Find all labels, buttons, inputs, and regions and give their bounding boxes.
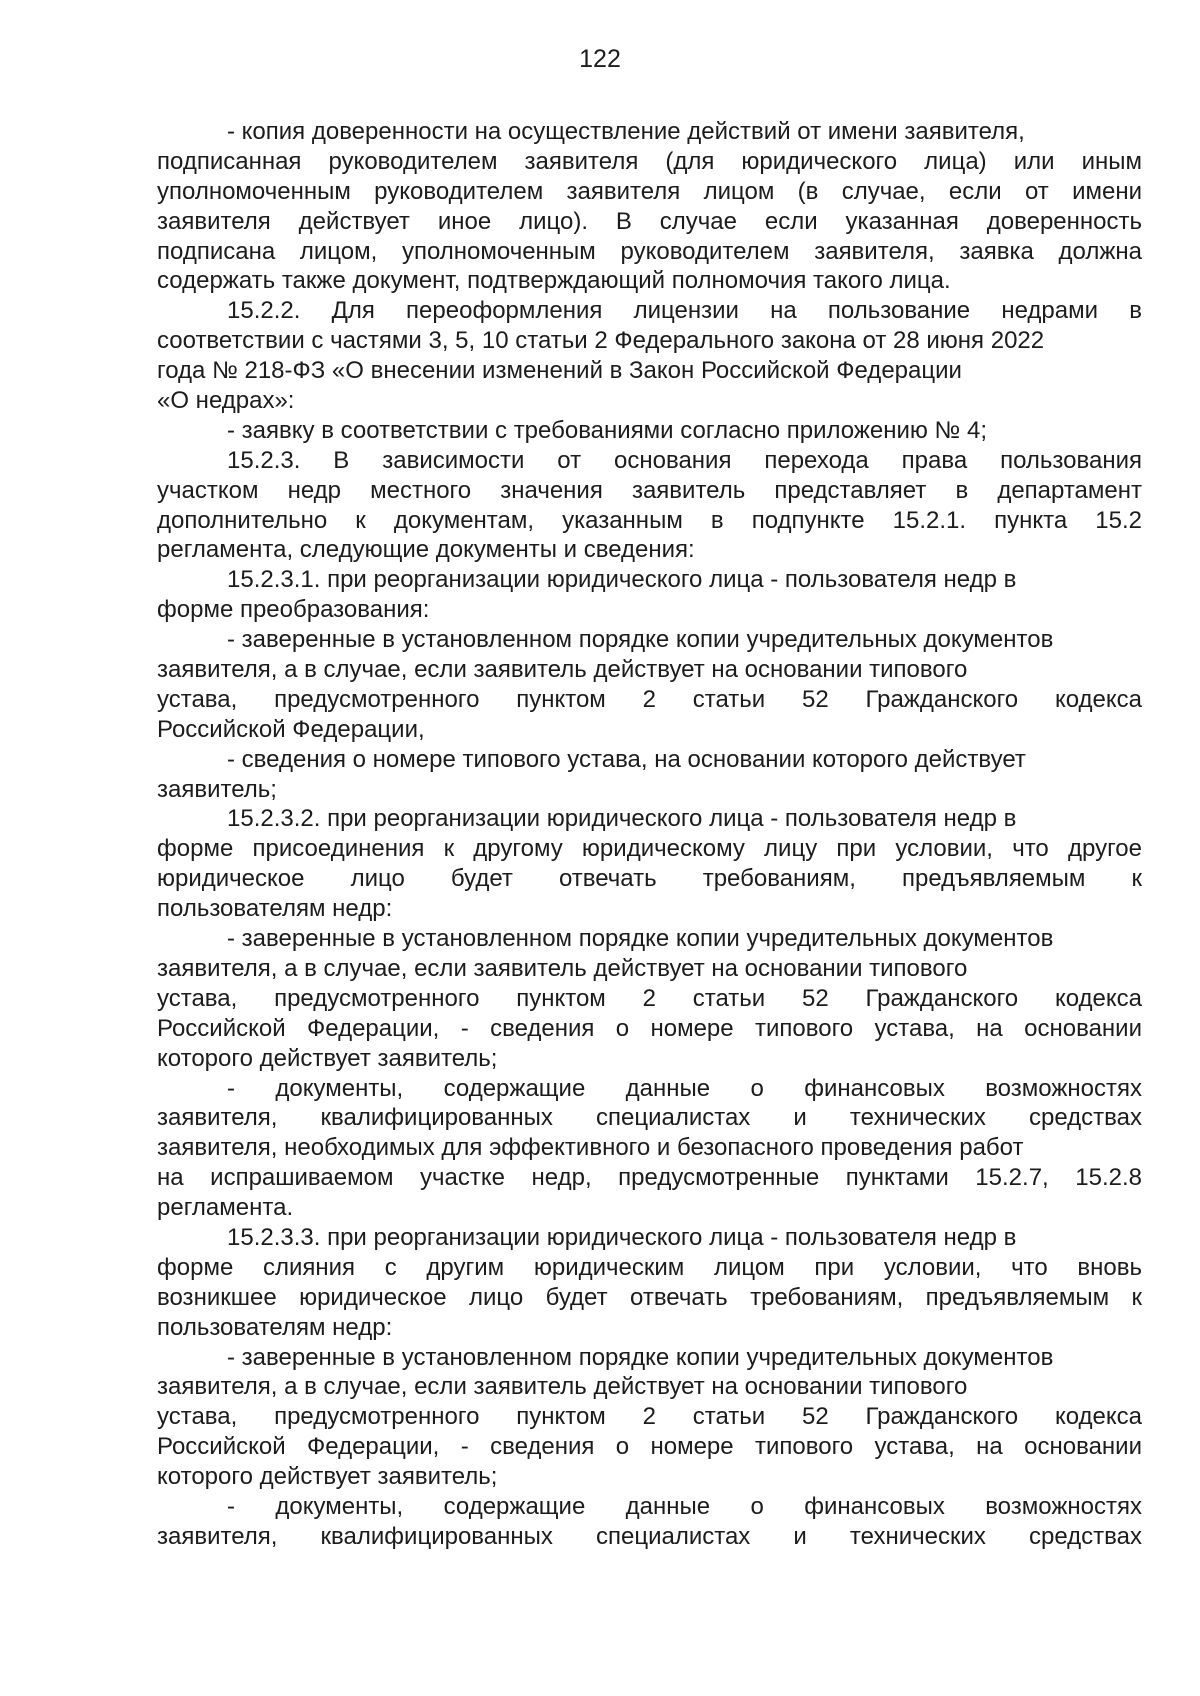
text-line: которого действует заявитель; — [157, 1463, 498, 1491]
text-line: - документы, содержащие данные о финансовых возможностях — [227, 1492, 1142, 1520]
text-line: подписана лицом, уполномоченным руководителем заявителя, заявка должна — [157, 237, 1142, 265]
text-line: участком недр местного значения заявитель представляет в департамент — [157, 476, 1142, 504]
text-line: дополнительно к документам, указанным в подпункте 15.2.1. пункта 15.2 — [157, 506, 1142, 534]
text-line: Российской Федерации, — [157, 715, 425, 743]
text-line: регламента. — [157, 1194, 294, 1222]
text-line: форме слияния с другим юридическим лицом при условии, что вновь — [157, 1253, 1142, 1281]
text-line: форме преобразования: — [157, 596, 430, 624]
text-line: - заверенные в установленном порядке копии учредительных документов — [227, 1343, 1054, 1371]
text-line: 15.2.2. Для переоформления лицензии на пользование недрами в — [227, 297, 1142, 325]
text-line: заявителя, а в случае, если заявитель действует на основании типового — [157, 954, 968, 982]
text-line: регламента, следующие документы и сведения: — [157, 536, 695, 564]
text-line: - копия доверенности на осуществление действий от имени заявителя, — [227, 118, 1025, 145]
text-line: заявителя действует иное лицо). В случае если указанная доверенность — [157, 207, 1142, 235]
text-line: - заявку в соответствии с требованиями согласно приложению № 4; — [227, 416, 987, 444]
text-line: которого действует заявитель; — [157, 1044, 498, 1072]
text-line: 15.2.3. В зависимости от основания перехода права пользования — [227, 446, 1142, 474]
text-line: 15.2.3.2. при реорганизации юридического лица - пользователя недр в — [227, 805, 1017, 833]
text-line: заявителя, квалифицированных специалистах и технических средствах — [157, 1104, 1142, 1132]
text-line: - заверенные в установленном порядке копии учредительных документов — [227, 626, 1054, 654]
text-line: устава, предусмотренного пунктом 2 статьи 52 Гражданского кодекса — [157, 984, 1142, 1012]
text-line: заявителя, а в случае, если заявитель действует на основании типового — [157, 656, 968, 684]
text-line: заявителя, а в случае, если заявитель действует на основании типового — [157, 1373, 968, 1401]
text-line: на испрашиваемом участке недр, предусмотренные пунктами 15.2.7, 15.2.8 — [157, 1164, 1142, 1192]
text-line: устава, предусмотренного пунктом 2 статьи 52 Гражданского кодекса — [157, 1403, 1142, 1431]
text-line: соответствии с частями 3, 5, 10 статьи 2 Федерального закона от 28 июня 2022 — [157, 327, 1045, 355]
text-line: Российской Федерации, - сведения о номере типового устава, на основании — [157, 1433, 1142, 1461]
document-body — [157, 117, 1142, 1552]
text-line: - сведения о номере типового устава, на основании которого действует — [227, 745, 1026, 773]
text-line: заявителя, необходимых для эффективного и безопасного проведения работ — [157, 1134, 1024, 1162]
text-line: содержать также документ, подтверждающий полномочия такого лица. — [157, 267, 951, 295]
text-line: уполномоченным руководителем заявителя лицом (в случае, если от имени — [157, 177, 1142, 205]
text-line: - документы, содержащие данные о финансовых возможностях — [227, 1074, 1142, 1102]
text-line: устава, предусмотренного пунктом 2 статьи 52 Гражданского кодекса — [157, 685, 1142, 713]
text-line: заявителя, квалифицированных специалистах и технических средствах — [157, 1522, 1142, 1550]
text-line: возникшее юридическое лицо будет отвечать требованиям, предъявляемым к — [157, 1283, 1142, 1311]
text-line: «О недрах»: — [157, 387, 295, 415]
text-line: юридическое лицо будет отвечать требованиям, предъявляемым к — [157, 865, 1142, 893]
text-line: заявитель; — [157, 775, 277, 803]
text-line: года № 218-ФЗ «О внесении изменений в Закон Российской Федерации — [157, 357, 962, 385]
text-line: 15.2.3.1. при реорганизации юридического лица - пользователя недр в — [227, 566, 1017, 594]
text-line: Российской Федерации, - сведения о номере типового устава, на основании — [157, 1014, 1142, 1042]
text-line: форме присоединения к другому юридическому лицу при условии, что другое — [157, 835, 1142, 863]
text-line: пользователям недр: — [157, 895, 393, 923]
text-line: подписанная руководителем заявителя (для юридического лица) или иным — [157, 147, 1142, 175]
text-line: - заверенные в установленном порядке копии учредительных документов — [227, 925, 1054, 953]
text-line: пользователям недр: — [157, 1313, 393, 1341]
page-number: 122 — [579, 45, 621, 73]
text-line: 15.2.3.3. при реорганизации юридического лица - пользователя недр в — [227, 1223, 1017, 1251]
